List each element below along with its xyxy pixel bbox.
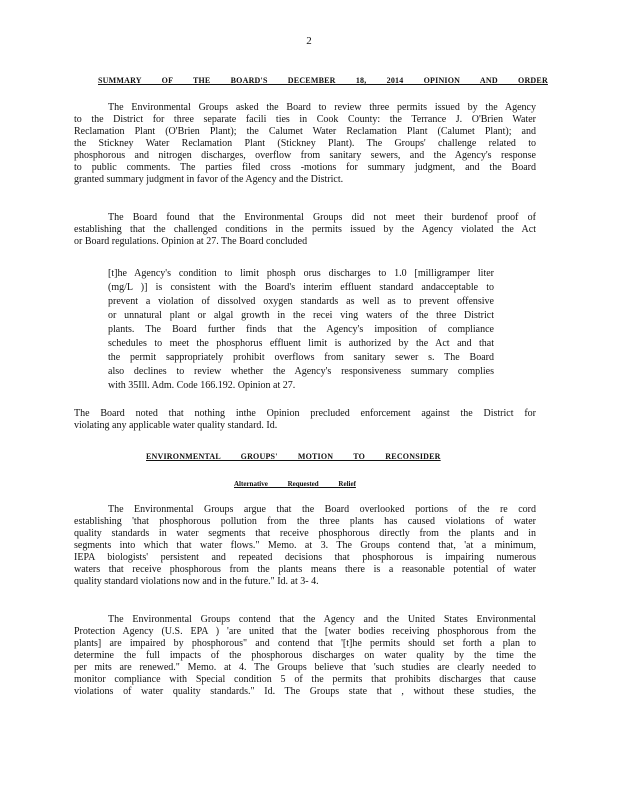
para1-line: to the District for three separate facili ties in Cook County: the Terrance J. O'Brien Water: [74, 114, 536, 125]
quote-line: plants. The Board further finds that the Agency's imposition of compliance: [108, 324, 494, 335]
para4-line: establishing 'that phosphorous pollution from the three plants has caused violations of water: [74, 516, 536, 527]
para2-line: or Board regulations. Opinion at 27. The Board concluded: [74, 236, 308, 247]
para5-line: The Environmental Groups contend that the Agency and the United States Environmental: [108, 614, 536, 625]
para3-line: The Board noted that nothing inthe Opinion precluded enforcement against the District for: [74, 408, 536, 419]
quote-line: the permit sappropriately prohibit overflows from sanitary sewer s. The Board: [108, 352, 494, 363]
para5-line: Protection Agency (U.S. EPA ) 'are united that the [water bodies receiving phosphorous from the: [74, 626, 536, 637]
para3-line: violating any applicable water quality standard. Id.: [74, 420, 278, 431]
para1-line: phosphorous and nitrogen discharges, overflow from sanitary sewers, and the Agency's response: [74, 150, 536, 161]
quote-line: also declines to review whether the Agency's responsiveness summary complies: [108, 366, 494, 377]
quote-line: (mg/L )] is consistent with the Board's interim effluent standard andacceptable to: [108, 282, 494, 293]
para2-line: establishing that the challenged conditions in the permits issued by the Agency violated the Act: [74, 224, 536, 235]
para5-line: plants] are impaired by phosphorous" and contend that '[t]he permits should set forth a plan to: [74, 638, 536, 649]
quote-line: prevent a violation of dissolved oxygen standards as well as to prevent offensive: [108, 296, 494, 307]
quote-line: or unnatural plant or algal growth in the recei ving waters of the three District: [108, 310, 494, 321]
para4-line: quality standard violations now and in the future." Id. at 3- 4.: [74, 576, 319, 587]
subheading-alternative-relief: Alternative Requested Relief: [234, 480, 356, 488]
page-number: 2: [306, 35, 312, 47]
para4-line: segments into which that water flows." Memo. at 3. The Groups contend that, 'at a minimum,: [74, 540, 536, 551]
para5-line: per mits are renewed." Memo. at 4. The Groups believe that 'such studies are clearly needed to: [74, 662, 536, 673]
para4-line: IEPA biologists' persistent and repeated decisions that phosphorous is impairing numerous: [74, 552, 536, 563]
para4-line: The Environmental Groups argue that the Board overlooked portions of the re cord: [108, 504, 536, 515]
para5-line: violations of water quality standards." Id. The Groups state that , without these studies, the: [74, 686, 536, 697]
para5-line: determine the full impacts of the phosphorous discharges on water quality by the time the: [74, 650, 536, 661]
para1-line: The Environmental Groups asked the Board to review three permits issued by the Agency: [108, 102, 536, 113]
quote-line: schedules to meet the phosphorus effluent limit is authorized by the Act and that: [108, 338, 494, 349]
para1-line: Reclamation Plant (O'Brien Plant); the Calumet Water Reclamation Plant (Calumet Plant); and: [74, 126, 536, 137]
para4-line: waters that receive phosphorous from the plants means there is a reasonable potential of water: [74, 564, 536, 575]
para1-line: the Stickney Water Reclamation Plant (Stickney Plant). The Groups' challenge related to: [74, 138, 536, 149]
quote-line: with 35Ill. Adm. Code 166.192. Opinion at 27.: [108, 380, 296, 391]
para5-line: monitor compliance with Special condition 5 of the permits that prohibits discharges that cause: [74, 674, 536, 685]
section-heading-summary: SUMMARY OF THE BOARD'S DECEMBER 18, 2014 OPINION AND ORDER: [98, 76, 548, 85]
para2-line: The Board found that the Environmental Groups did not meet their burdenof proof of: [108, 212, 536, 223]
quote-line: [t]he Agency's condition to limit phosph orus discharges to 1.0 [milligramper liter: [108, 268, 494, 279]
para4-line: quality standards in water segments that receive phosphorous directly from the plants and in: [74, 528, 536, 539]
para1-line: to public comments. The parties filed cross -motions for summary judgment, and the Board: [74, 162, 536, 173]
section-heading-motion: ENVIRONMENTAL GROUPS' MOTION TO RECONSIDER: [146, 452, 441, 461]
para1-line: granted summary judgment in favor of the Agency and the District.: [74, 174, 344, 185]
